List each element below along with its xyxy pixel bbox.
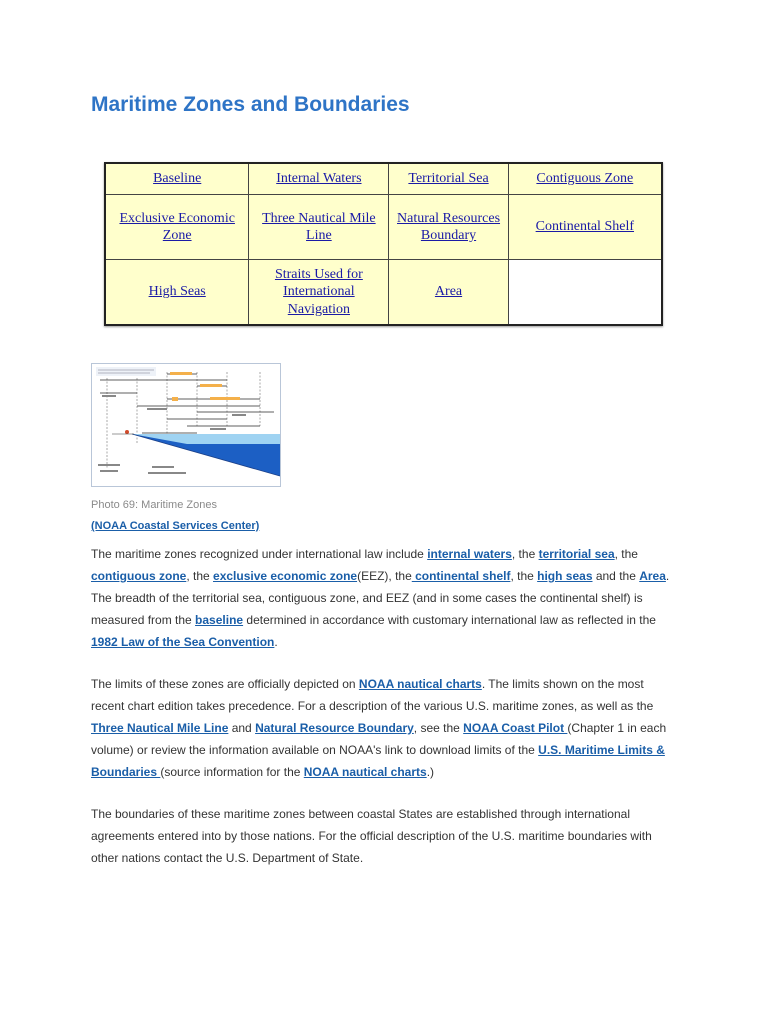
text-span: (source information for the: [160, 765, 304, 779]
noaa-coast-pilot-link[interactable]: NOAA Coast Pilot: [463, 721, 568, 735]
high-seas-link[interactable]: High Seas: [148, 284, 206, 300]
table-cell: [508, 195, 662, 260]
text-span: (Chapter 1 in each volume) or review the information available on NOAA's link to download limits of the: [91, 721, 667, 757]
text-span: determined in accordance with customary international law as reflected in the: [243, 613, 656, 627]
table-cell: [249, 195, 389, 260]
continental-shelf-text-link[interactable]: continental shelf: [411, 569, 511, 583]
baseline-link[interactable]: Baseline: [153, 171, 202, 187]
table-cell: [249, 163, 389, 195]
table-cell: [389, 163, 508, 195]
text-span: . The limits shown on the most recent chart edition takes precedence. For a description of the various U.S. maritime zones, as well as the: [91, 677, 654, 713]
text-span: The limits of these zones are officially depicted on: [91, 677, 359, 691]
contiguous-zone-link[interactable]: Contiguous Zone: [536, 171, 634, 187]
text-span: , the: [186, 569, 214, 583]
text-span: The maritime zones recognized under international law include: [91, 547, 428, 561]
text-span: , the: [510, 569, 538, 583]
territorial-sea-link[interactable]: Territorial Sea: [408, 171, 489, 187]
paragraph-boundaries: The boundaries of these maritime zones between coastal States are established through international agreements entered into by those nations. For the official description of the U.S. maritime boundaries with other nations contact the U.S. Department of State.: [91, 807, 652, 865]
table-cell: [105, 195, 249, 260]
three-nautical-mile-line-text-link[interactable]: Three Nautical Mile Line: [91, 721, 229, 735]
noaa-nautical-charts-source-link[interactable]: NOAA nautical charts: [303, 765, 427, 779]
table-cell: [249, 260, 389, 326]
table-cell: [105, 260, 249, 326]
straits-link[interactable]: Straits Used for International Navigation: [274, 266, 363, 317]
page-title: Maritime Zones and Boundaries: [91, 93, 410, 116]
table-cell: [508, 163, 662, 195]
noaa-coastal-services-link[interactable]: (NOAA Coastal Services Center): [91, 520, 260, 532]
text-span: , the: [614, 547, 638, 561]
maritime-zones-diagram[interactable]: [91, 363, 281, 487]
exclusive-economic-zone-text-link[interactable]: exclusive economic zone: [213, 569, 358, 583]
baseline-text-link[interactable]: baseline: [195, 613, 244, 627]
table-cell: [105, 163, 249, 195]
us-maritime-limits-link[interactable]: U.S. Maritime Limits & Boundaries: [91, 743, 665, 779]
text-span: and the: [592, 569, 640, 583]
text-span: , see the: [413, 721, 464, 735]
table-cell: [389, 195, 508, 260]
text-span: . The breadth of the territorial sea, contiguous zone, and EEZ (and in some cases the continental shelf) is measured from the: [91, 569, 670, 627]
contiguous-zone-text-link[interactable]: contiguous zone: [91, 569, 187, 583]
three-nautical-mile-line-link[interactable]: Three Nautical Mile Line: [262, 210, 376, 243]
text-span: (EEZ), the: [357, 569, 412, 583]
table-row: [105, 163, 662, 195]
territorial-sea-text-link[interactable]: territorial sea: [538, 547, 615, 561]
natural-resources-boundary-link[interactable]: Natural Resources Boundary: [397, 210, 501, 243]
paragraph-maritime-zones: [91, 543, 676, 653]
figure-caption: Photo 69: Maritime Zones: [91, 499, 217, 511]
area-link[interactable]: Area: [434, 284, 463, 300]
table-row: [105, 260, 662, 326]
internal-waters-link[interactable]: Internal Waters: [276, 171, 362, 187]
paragraph-zone-limits: [91, 673, 676, 783]
high-seas-text-link[interactable]: high seas: [537, 569, 593, 583]
natural-resource-boundary-text-link[interactable]: Natural Resource Boundary: [255, 721, 414, 735]
table-row: [105, 195, 662, 260]
maritime-zones-illustration: [92, 364, 280, 486]
text-span: .): [426, 765, 435, 779]
exclusive-economic-zone-link[interactable]: Exclusive Economic Zone: [119, 210, 235, 243]
law-of-the-sea-convention-link[interactable]: 1982 Law of the Sea Convention: [91, 635, 275, 649]
table-cell: [389, 260, 508, 326]
text-span: .: [274, 635, 278, 649]
maritime-zones-table: [104, 162, 663, 326]
empty-table-cell: [508, 260, 662, 326]
internal-waters-text-link[interactable]: internal waters: [427, 547, 512, 561]
text-span: and: [228, 721, 256, 735]
text-span: , the: [511, 547, 539, 561]
area-text-link[interactable]: Area: [639, 569, 666, 583]
noaa-nautical-charts-link[interactable]: NOAA nautical charts: [358, 677, 482, 691]
continental-shelf-link[interactable]: Continental Shelf: [535, 219, 635, 235]
